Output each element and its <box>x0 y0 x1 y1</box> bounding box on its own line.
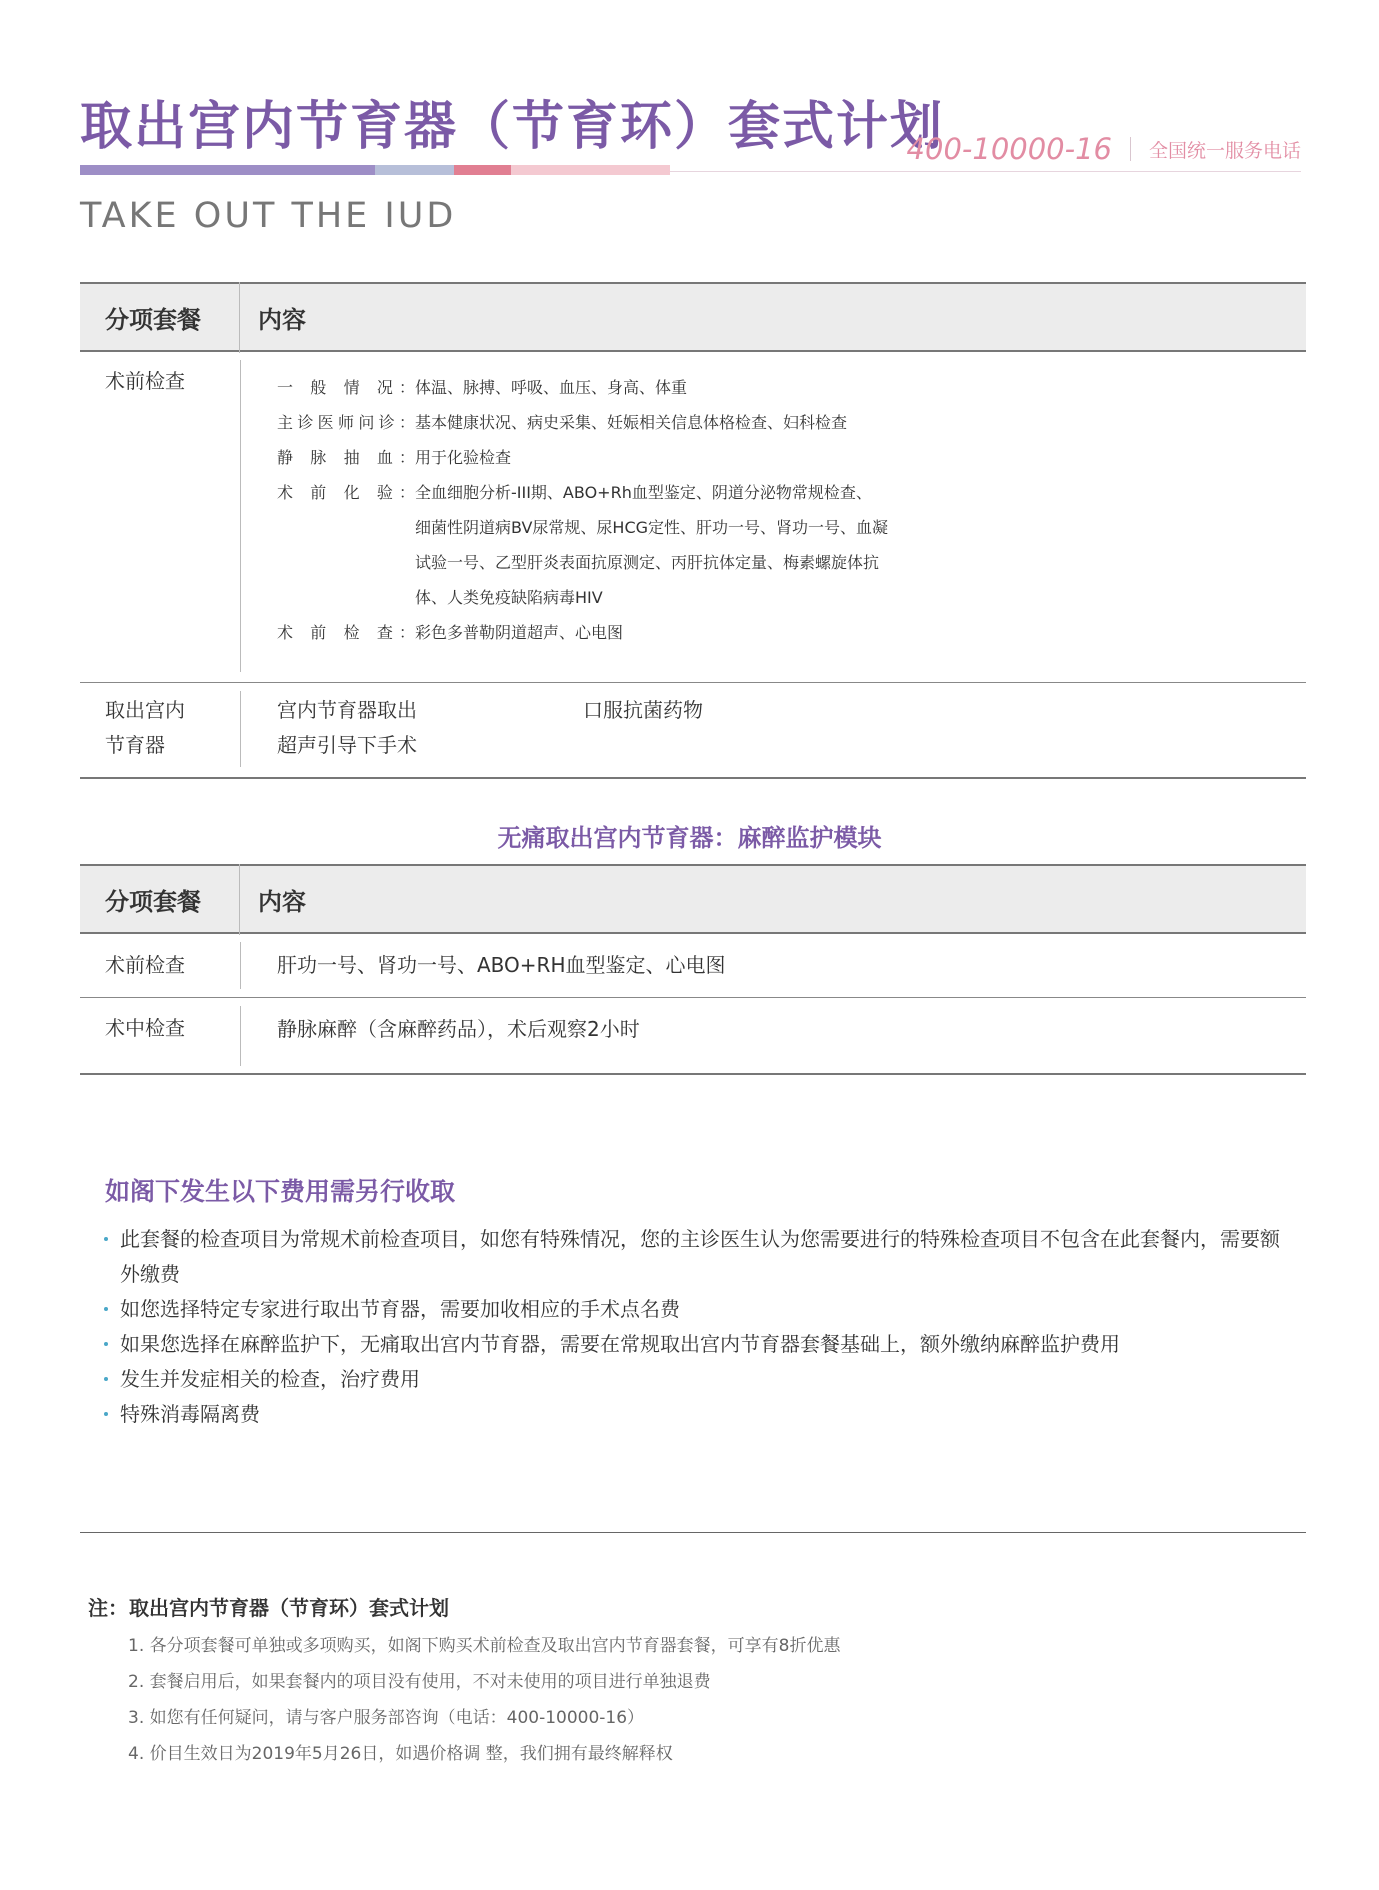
list-item: 口服抗菌药物 <box>583 698 703 722</box>
removal-col-b <box>583 693 703 728</box>
hotline <box>907 132 1301 166</box>
list-item: 超声引导下手术 <box>277 733 417 757</box>
list-item <box>277 370 1037 405</box>
list-item: 此套餐的检查项目为常规术前检查项目，如您有特殊情况，您的主诊医生认为您需要进行的特殊检查项目不包含在此套餐内，需要额外缴费 <box>100 1222 1280 1292</box>
color-bar-segment <box>454 165 511 175</box>
hotline-divider <box>670 171 1301 172</box>
pre-exam-items <box>277 370 1037 650</box>
item-key: 术 前 检 查： <box>277 623 415 642</box>
header-package: 分项套餐 <box>80 300 240 335</box>
table-header <box>80 864 1306 934</box>
header-package: 分项套餐 <box>80 882 240 917</box>
item-value-line: 基本健康状况、病史采集、妊娠相关信息体格检查、妇科检查 <box>415 413 848 432</box>
column-divider <box>240 942 241 989</box>
color-bar-segment <box>375 165 454 175</box>
item-key: 术 前 化 验： <box>277 483 415 502</box>
table-row <box>80 998 1306 1075</box>
footer-divider <box>80 1532 1306 1533</box>
list-item <box>277 475 1037 615</box>
list-item: 1. 各分项套餐可单独或多项购买，如阁下购买术前检查及取出宫内节育器套餐，可享有8折优惠 <box>128 1636 841 1656</box>
table-header <box>80 282 1306 352</box>
package-table <box>80 282 1306 779</box>
column-divider <box>240 1006 241 1066</box>
list-item <box>277 405 1037 440</box>
list-item <box>277 440 1037 475</box>
header-content: 内容 <box>258 887 306 916</box>
list-item: 宫内节育器取出 <box>277 698 417 722</box>
list-item: 发生并发症相关的检查，治疗费用 <box>100 1362 1280 1397</box>
footnote-label: 注： <box>88 1596 128 1620</box>
section-title-anesthesia: 无痛取出宫内节育器：麻醉监护模块 <box>497 824 882 852</box>
item-value <box>415 370 1037 405</box>
row-label: 术前检查 <box>105 953 185 977</box>
list-item: 3. 如您有任何疑问，请与客户服务部咨询（电话：400-10000-16） <box>128 1708 645 1728</box>
item-value-line: 体温、脉搏、呼吸、血压、身高、体重 <box>415 378 688 397</box>
footnote-list <box>128 1628 840 1772</box>
notice-list <box>100 1222 1280 1432</box>
list-item: 如您选择特定专家进行取出节育器，需要加收相应的手术点名费 <box>100 1292 1280 1327</box>
footnote-heading <box>88 1592 449 1621</box>
item-value-line: 全血细胞分析-III期、ABO+Rh血型鉴定、阴道分泌物常规检查、 <box>415 483 872 502</box>
page-subtitle: TAKE OUT THE IUD <box>80 196 457 236</box>
table-row <box>80 934 1306 998</box>
hotline-number[interactable]: 400-10000-16 <box>906 132 1112 166</box>
row-label: 术中检查 <box>105 1016 185 1040</box>
footnote-title: 取出宫内节育器（节育环）套式计划 <box>129 1596 449 1620</box>
item-value-line: 彩色多普勒阴道超声、心电图 <box>415 623 624 642</box>
item-value-line: 用于化验检查 <box>415 448 512 467</box>
row-label <box>80 683 240 777</box>
notice-title: 如阁下发生以下费用需另行收取 <box>105 1177 456 1206</box>
item-value-line: 试验一号、乙型肝炎表面抗原测定、丙肝抗体定量、梅素螺旋体抗 <box>415 553 880 572</box>
page-title: 取出宫内节育器（节育环）套式计划 <box>80 97 945 157</box>
row-label-line: 取出宫内 <box>105 698 185 722</box>
column-divider <box>240 360 241 672</box>
column-divider <box>240 691 241 767</box>
removal-col-a <box>277 693 417 763</box>
hotline-label: 全国统一服务电话 <box>1148 139 1301 162</box>
item-key: 一 般 情 况： <box>277 378 415 397</box>
list-item: 4. 价目生效日为2019年5月26日，如遇价格调 整，我们拥有最终解释权 <box>128 1744 673 1764</box>
row-label: 术前检查 <box>105 369 185 393</box>
table-row-removal <box>80 683 1306 779</box>
title-color-bar <box>80 165 670 175</box>
header-content: 内容 <box>258 305 306 334</box>
anesthesia-table <box>80 864 1306 1075</box>
list-item: 如果您选择在麻醉监护下，无痛取出宫内节育器，需要在常规取出宫内节育器套餐基础上，额外缴纳麻醉监护费用 <box>100 1327 1280 1362</box>
row-content: 静脉麻醉（含麻醉药品），术后观察2小时 <box>277 1017 640 1041</box>
row-content: 肝功一号、肾功一号、ABO+RH血型鉴定、心电图 <box>277 953 726 977</box>
color-bar-segment <box>511 165 670 175</box>
item-value <box>415 405 1037 440</box>
list-item: 2. 套餐启用后，如果套餐内的项目没有使用，不对未使用的项目进行单独退费 <box>128 1672 711 1692</box>
item-value <box>415 615 1037 650</box>
list-item <box>277 615 1037 650</box>
table-row-pre-exam <box>80 352 1306 683</box>
color-bar-segment <box>80 165 375 175</box>
item-value-line: 体、人类免疫缺陷病毒HIV <box>415 588 603 607</box>
row-label-line: 节育器 <box>105 733 165 757</box>
item-value-line: 细菌性阴道病BV尿常规、尿HCG定性、肝功一号、肾功一号、血凝 <box>415 518 889 537</box>
item-value <box>415 475 1037 615</box>
item-key: 静 脉 抽 血： <box>277 448 415 467</box>
list-item: 特殊消毒隔离费 <box>100 1397 1280 1432</box>
hotline-separator <box>1130 137 1131 161</box>
item-key: 主诊医师问诊： <box>277 413 415 432</box>
item-value <box>415 440 1037 475</box>
